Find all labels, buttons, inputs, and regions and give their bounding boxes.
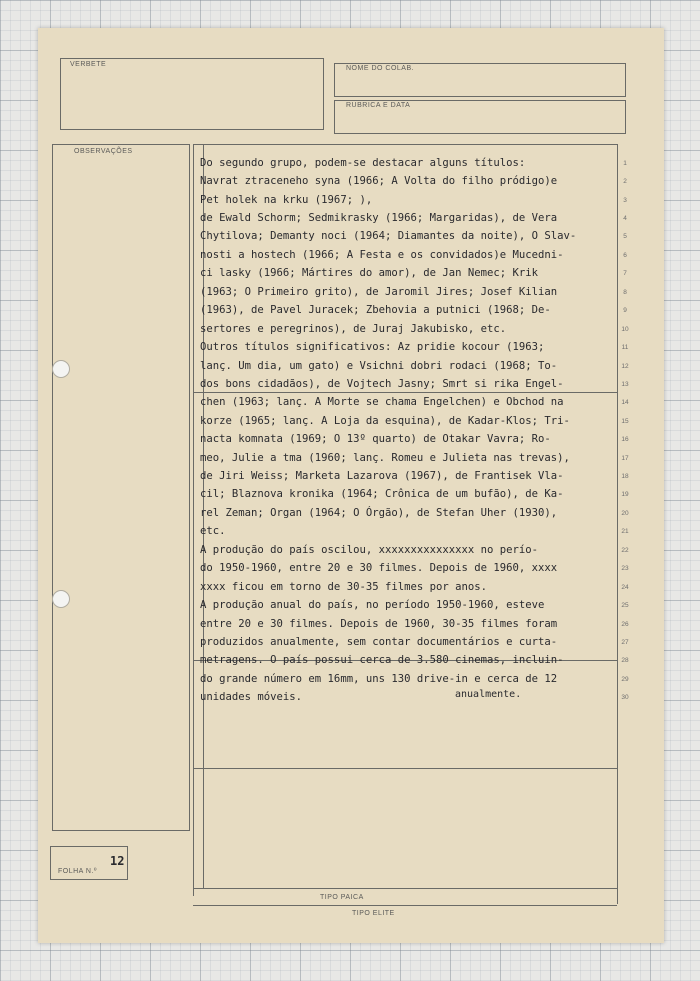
line-number: 18 <box>621 473 629 480</box>
line-number: 11 <box>621 344 629 351</box>
line-number: 1 <box>623 160 627 167</box>
typed-line: rel Zeman; Organ (1964; O Órgão), de Stefan Uher (1930), <box>200 507 558 519</box>
folha-number: 12 <box>110 854 125 868</box>
observacoes-label: OBSERVAÇÕES <box>74 148 133 155</box>
line-number: 21 <box>621 528 629 535</box>
rubrica-label: RUBRICA E DATA <box>346 102 411 109</box>
typed-line: meo, Julie a tma (1960; lanç. Romeu e Julieta nas trevas), <box>200 452 570 464</box>
line-number: 3 <box>623 197 627 204</box>
line-number: 15 <box>621 418 629 425</box>
text-frame-bottom <box>193 888 617 889</box>
tipo-elite-label: TIPO ELITE <box>352 910 395 917</box>
line-number: 24 <box>621 584 629 591</box>
typed-line: xxxx ficou em torno de 30-35 filmes por anos. <box>200 581 488 593</box>
typed-line: Do segundo grupo, podem-se destacar alguns títulos: <box>200 157 526 169</box>
observacoes-box <box>52 144 190 831</box>
typed-line: Pet holek na krku (1967; ), <box>200 194 373 206</box>
tipo-paica-label: TIPO PAICA <box>320 894 364 901</box>
line-number: 14 <box>621 399 629 406</box>
typed-line: cil; Blaznova kronika (1964; Crônica de um bufão), de Ka- <box>200 488 564 500</box>
typed-line: chen (1963; lanç. A Morte se chama Engelchen) e Obchod na <box>200 396 564 408</box>
line-number: 13 <box>621 381 629 388</box>
nome-colab-label: NOME DO COLAB. <box>346 65 415 72</box>
typed-line: do grande número em 16mm, uns 130 drive-in e cerca de 12 <box>200 673 558 685</box>
line-number: 6 <box>623 252 627 259</box>
line-number: 4 <box>623 215 627 222</box>
typed-line: etc. <box>200 525 226 537</box>
typed-line: Chytilova; Demanty noci (1964; Diamantes da noite), O Slav- <box>200 230 577 242</box>
typed-line: nacta komnata (1969; O 13º quarto) de Otakar Vavra; Ro- <box>200 433 551 445</box>
typed-line: A produção do país oscilou, xxxxxxxxxxxxxxx no perío- <box>200 544 539 556</box>
line-number: 20 <box>621 510 629 517</box>
text-frame-left <box>193 144 194 896</box>
line-number: 27 <box>621 639 629 646</box>
typed-line: lanç. Um dia, um gato) e Vsichni dobri rodaci (1968; To- <box>200 360 558 372</box>
verbete-label: VERBETE <box>70 61 107 68</box>
line-number: 26 <box>621 621 629 628</box>
typed-line: ci lasky (1966; Mártires do amor), de Jan Nemec; Krik <box>200 267 539 279</box>
typed-line: A produção anual do país, no período 1950-1960, esteve <box>200 599 545 611</box>
paragraph-rule <box>193 768 617 769</box>
line-number: 17 <box>621 455 629 462</box>
line-number: 22 <box>621 547 629 554</box>
typed-line: (1963), de Pavel Juracek; Zbehovia a putnici (1968; De- <box>200 304 551 316</box>
line-number: 28 <box>621 657 629 664</box>
line-number: 23 <box>621 565 629 572</box>
typed-line: Navrat ztraceneho syna (1966; A Volta do filho pródigo)e <box>200 175 558 187</box>
typed-line: sertores e peregrinos), de Juraj Jakubisko, etc. <box>200 323 507 335</box>
typed-line: korze (1965; lanç. A Loja da esquina), de Kadar-Klos; Tri- <box>200 415 570 427</box>
typed-line: Outros títulos significativos: Az pridie kocour (1963; <box>200 341 545 353</box>
typed-line: (1963; O Primeiro grito), de Jaromil Jires; Josef Kilian <box>200 286 558 298</box>
line-number: 16 <box>621 436 629 443</box>
line-number: 29 <box>621 676 629 683</box>
typed-line: do 1950-1960, entre 20 e 30 filmes. Depois de 1960, xxxx <box>200 562 558 574</box>
line-number: 2 <box>623 178 627 185</box>
typed-line: de Jiri Weiss; Marketa Lazarova (1967), de Frantisek Vla- <box>200 470 564 482</box>
line-number: 19 <box>621 491 629 498</box>
punch-hole <box>52 590 70 608</box>
typed-line: dos bons cidadãos), de Vojtech Jasny; Smrt si rika Engel- <box>200 378 564 390</box>
text-frame-top <box>193 144 617 145</box>
line-number: 5 <box>623 233 627 240</box>
folha-label: FOLHA N.º <box>58 868 97 875</box>
line-number: 25 <box>621 602 629 609</box>
line-number: 30 <box>621 694 629 701</box>
line-number: 10 <box>621 326 629 333</box>
line-number: 12 <box>621 363 629 370</box>
typed-line: entre 20 e 30 filmes. Depois de 1960, 30-35 filmes foram <box>200 618 558 630</box>
line-number: 9 <box>623 307 627 314</box>
interlinear-insertion: anualmente. <box>455 689 522 700</box>
typed-line: metragens. O país possui cerca de 3.580 cinemas, incluin- <box>200 654 564 666</box>
line-number: 7 <box>623 270 627 277</box>
verbete-box <box>60 58 324 130</box>
typed-line: de Ewald Schorm; Sedmikrasky (1966; Margaridas), de Vera <box>200 212 558 224</box>
punch-hole <box>52 360 70 378</box>
line-number: 8 <box>623 289 627 296</box>
typed-line: produzidos anualmente, sem contar documentários e curta- <box>200 636 558 648</box>
typed-line: unidades móveis. <box>200 691 303 703</box>
typed-line: nosti a hostech (1966; A Festa e os convidados)e Mucedni- <box>200 249 564 261</box>
text-frame-bottom-2 <box>193 905 617 906</box>
